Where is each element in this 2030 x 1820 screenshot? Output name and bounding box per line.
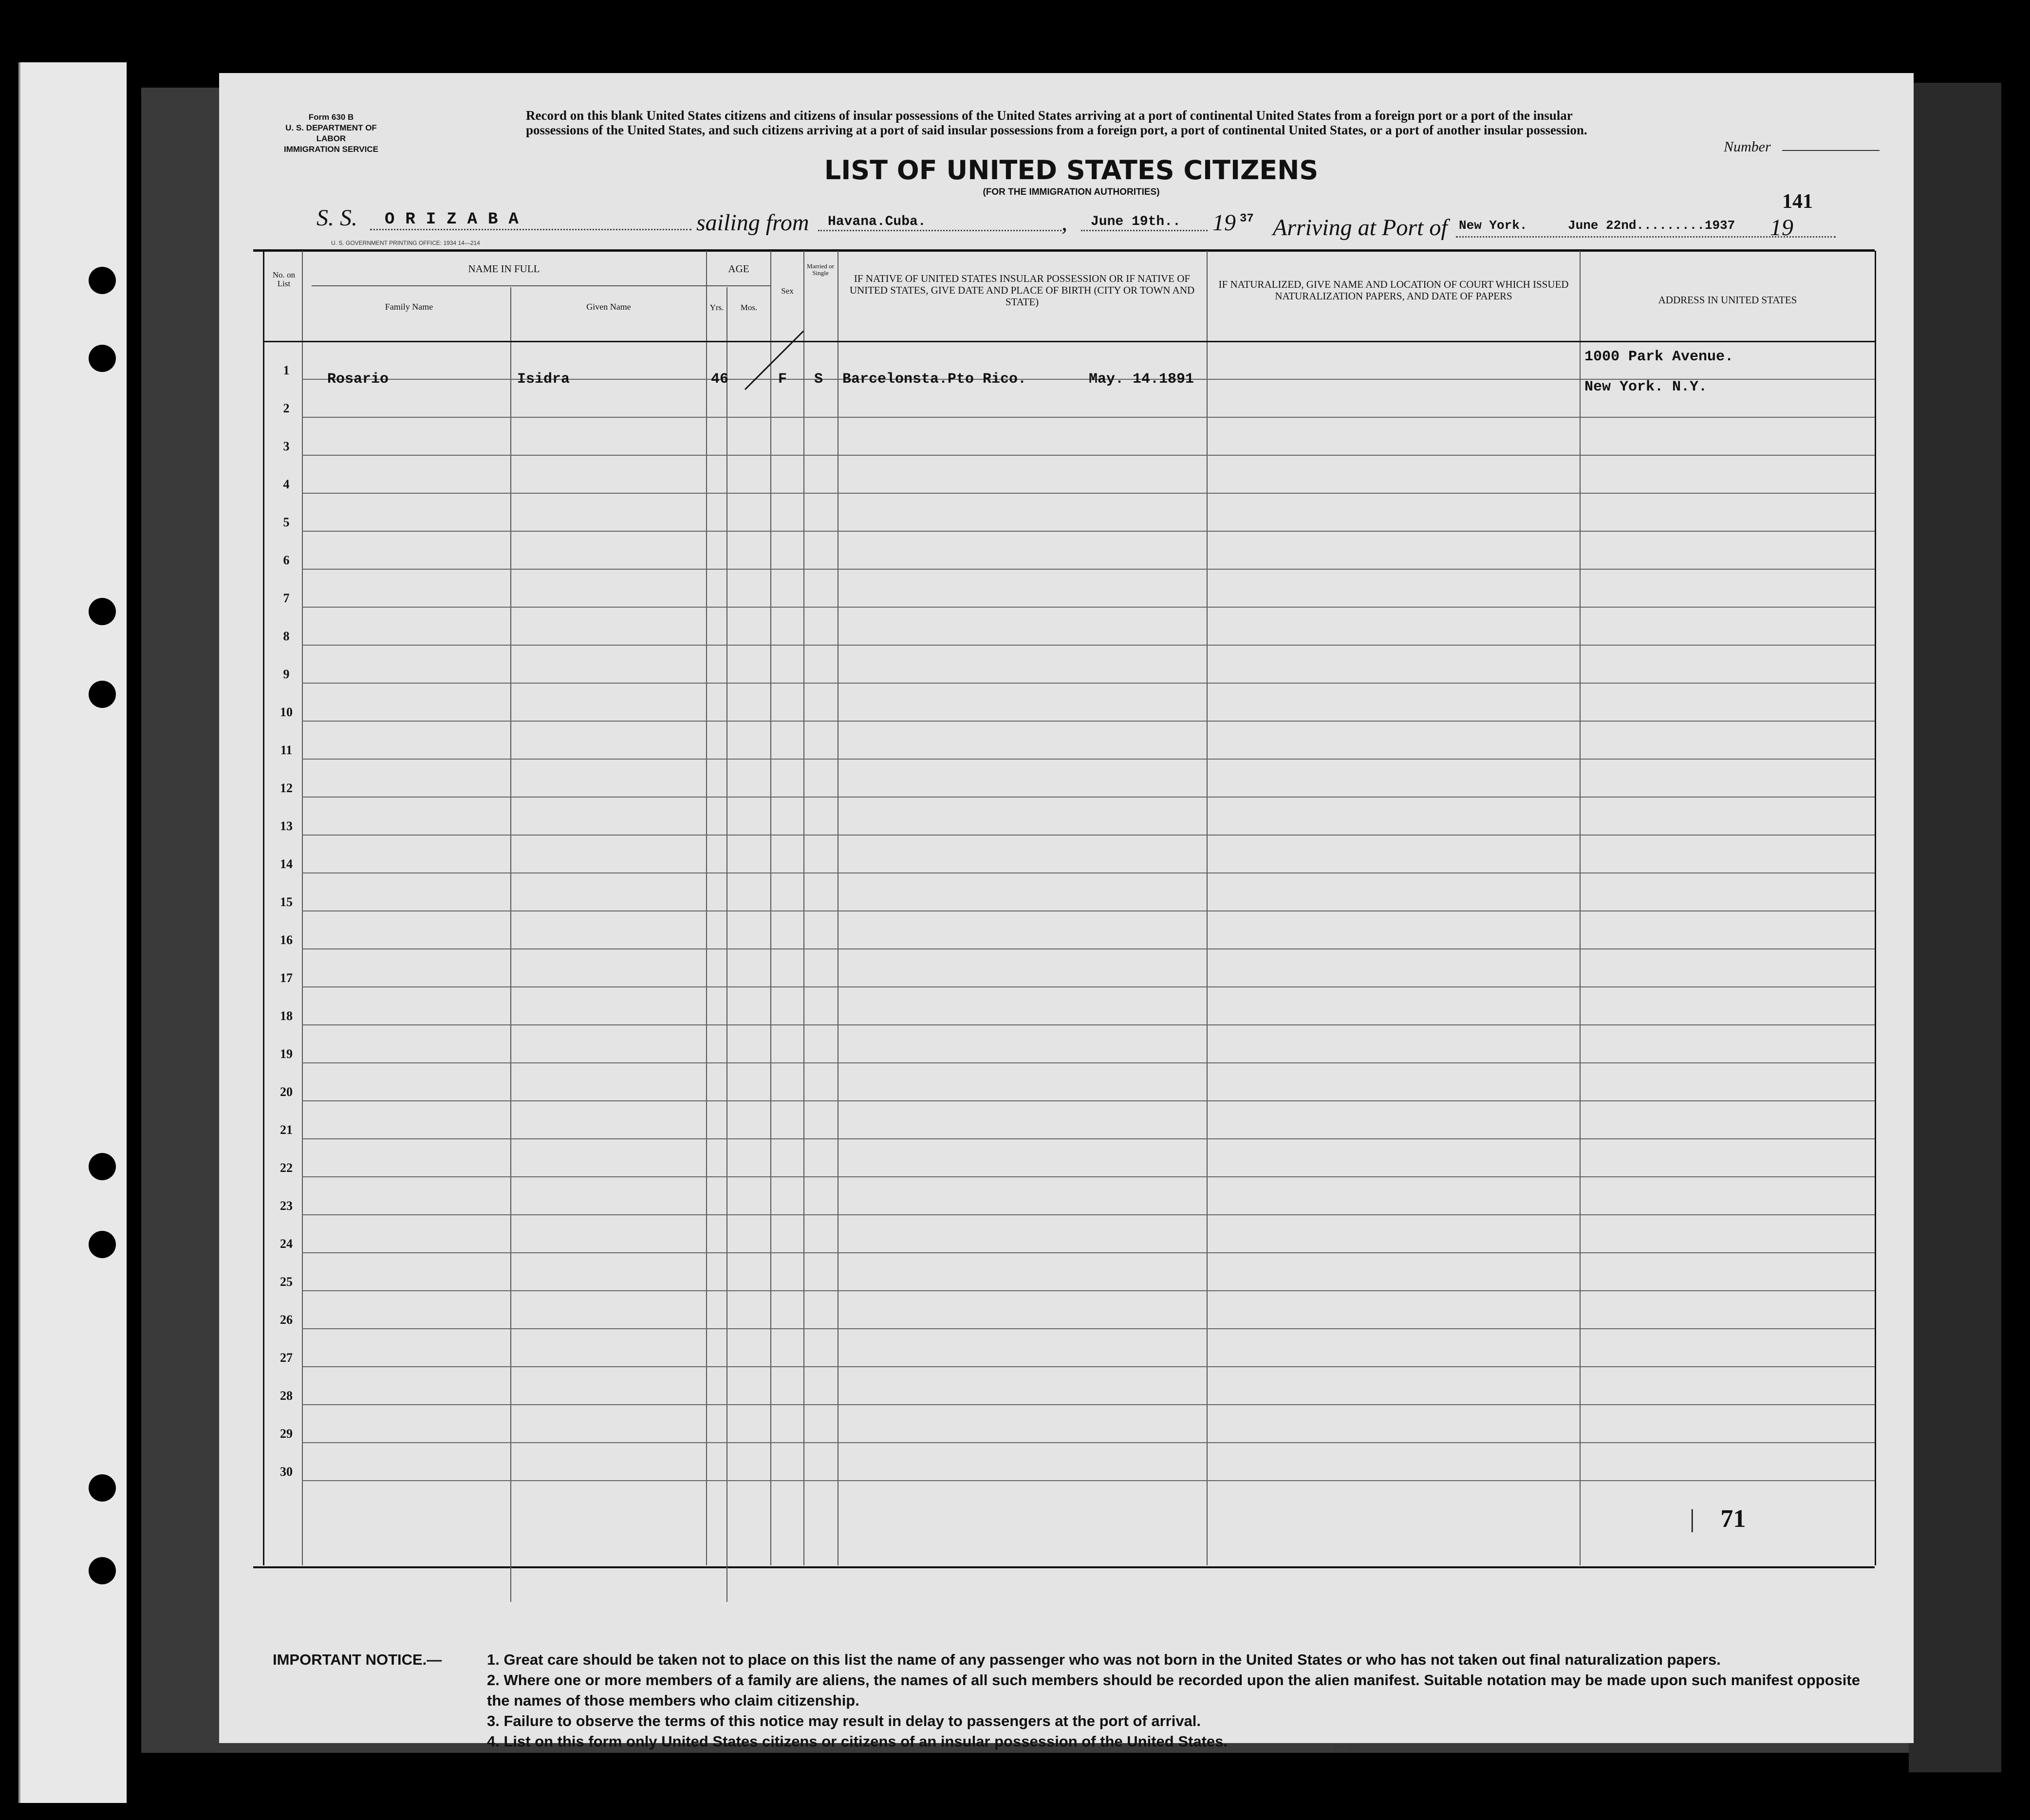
col-header-given: Given Name (586, 302, 631, 312)
row-number: 2 (283, 401, 290, 415)
row-rule (302, 910, 1875, 911)
row-rule (302, 1138, 1875, 1139)
separator: , (1062, 210, 1067, 236)
row-rule (302, 1328, 1875, 1329)
age-months-strike (740, 326, 808, 394)
col-header-address: ADDRESS IN UNITED STATES (1658, 294, 1797, 306)
form-label (278, 112, 385, 155)
department-name: U. S. DEPARTMENT OF LABOR (285, 123, 377, 143)
row-rule (302, 948, 1875, 949)
row-number: 8 (283, 629, 290, 643)
number-field-line (1782, 150, 1880, 151)
binder-strip (19, 62, 127, 1803)
row-number: 23 (280, 1199, 293, 1213)
printer-imprint: U. S. GOVERNMENT PRINTING OFFICE: 1934 14—214 (331, 240, 480, 246)
family-name-cell: Rosario (327, 371, 389, 388)
ship-name: ORIZABA (385, 210, 529, 229)
punch-hole (89, 681, 116, 708)
row-number: 17 (280, 971, 293, 985)
row-rule (302, 759, 1875, 760)
row-number: 14 (280, 857, 293, 871)
row-number: 12 (280, 781, 293, 795)
row-rule (302, 645, 1875, 646)
row-number: 26 (280, 1313, 293, 1327)
manifest-table (253, 249, 1875, 1568)
row-number: 20 (280, 1085, 293, 1099)
punch-hole (89, 1474, 116, 1502)
col-header-number: No. on List (272, 270, 296, 288)
row-number: 3 (283, 439, 290, 453)
address-line1-cell: 1000 Park Avenue. (1584, 349, 1734, 365)
row-rule (302, 531, 1875, 532)
ship-name-line (370, 229, 691, 230)
row-number: 4 (283, 477, 290, 491)
punch-hole (89, 267, 116, 294)
backing-sheet-edge (1909, 83, 2001, 1772)
bottom-tally-number: 71 (1720, 1505, 1746, 1533)
departure-port: Havana.Cuba. (828, 214, 926, 229)
sailing-year-suffix: 37 (1240, 212, 1254, 225)
notice-lead: IMPORTANT NOTICE.— (273, 1651, 442, 1668)
page-subtitle: (FOR THE IMMIGRATION AUTHORITIES) (983, 187, 1160, 197)
punch-hole (89, 1231, 116, 1258)
bottom-tally-mark: | 71 (1690, 1505, 1746, 1533)
row-rule (302, 1214, 1875, 1215)
marital-cell: S (814, 371, 823, 388)
col-header-naturalized: IF NATURALIZED, GIVE NAME AND LOCATION OF COURT WHICH ISSUED NATURALIZATION PAPERS, AND DATE OF PAPERS (1218, 279, 1569, 302)
row-rule (302, 1366, 1875, 1367)
row-rule (302, 493, 1875, 494)
notice-item-4: 4. List on this form only United States citizens or citizens of an insular possession of the United States. (487, 1733, 1228, 1750)
form-number: Form 630 B (308, 112, 354, 122)
sailing-from-label: sailing from (696, 210, 809, 236)
table-rule (1875, 251, 1876, 1565)
row-number: 1 (283, 363, 290, 377)
notice-item-2: 2. Where one or more members of a family are aliens, the names of all such members should be recorded upon the alien manifest. Suitable notation may be made upon such manifest opposite the names of those members who claim citizenship. (487, 1671, 1860, 1709)
row-number: 6 (283, 553, 290, 567)
row-number: 28 (280, 1389, 293, 1403)
row-rule (302, 1442, 1875, 1443)
ss-label: S. S. (317, 205, 357, 231)
age-header-rule (707, 285, 770, 286)
row-rule (302, 683, 1875, 684)
sailing-date-line (1081, 230, 1208, 231)
col-header-age: AGE (728, 263, 749, 275)
departure-port-line (818, 230, 1062, 231)
number-label: Number (1724, 139, 1771, 155)
arrival-year-prefix: 19 (1770, 215, 1793, 241)
sex-cell: F (778, 371, 787, 388)
row-number: 19 (280, 1047, 293, 1061)
punch-hole (89, 345, 116, 372)
table-rule (302, 251, 303, 1565)
row-number: 22 (280, 1161, 293, 1175)
address-line2-cell: New York. N.Y. (1584, 379, 1708, 395)
row-rule (302, 1176, 1875, 1177)
row-rule (302, 797, 1875, 798)
col-header-family: Family Name (385, 302, 433, 312)
row-rule (302, 721, 1875, 722)
row-number: 9 (283, 667, 290, 681)
arrival-date: June 22nd.........1937 (1568, 218, 1735, 233)
row-number: 5 (283, 515, 290, 529)
row-number: 15 (280, 895, 293, 909)
birth-place-cell: Barcelonsta.Pto Rico. (842, 371, 1027, 388)
col-header-yrs: Yrs. (709, 303, 724, 312)
name-header-rule (312, 285, 706, 286)
row-rule (302, 1404, 1875, 1405)
given-name-cell: Isidra (517, 371, 570, 388)
row-rule (302, 569, 1875, 570)
row-number: 24 (280, 1237, 293, 1251)
table-rule (770, 251, 771, 1565)
row-number: 11 (280, 743, 293, 757)
row-number: 27 (280, 1351, 293, 1365)
table-rule (1580, 251, 1581, 1565)
punch-hole (89, 1153, 116, 1180)
table-rule (706, 251, 707, 1565)
table-rule (263, 251, 264, 1565)
row-number: 29 (280, 1427, 293, 1441)
birth-date-cell: May. 14.1891 (1089, 371, 1194, 388)
sailing-year-prefix: 19 (1212, 210, 1236, 236)
age-years-cell: 46 (711, 371, 729, 388)
row-rule (302, 1024, 1875, 1025)
row-rule (302, 1480, 1875, 1481)
important-notice (273, 1650, 1880, 1752)
row-rule (302, 1062, 1875, 1063)
notice-item-3: 3. Failure to observe the terms of this notice may result in delay to passengers at the port of arrival. (487, 1712, 1201, 1729)
row-number: 30 (280, 1465, 293, 1479)
row-rule (302, 1290, 1875, 1291)
sailing-date: June 19th.. (1091, 214, 1181, 229)
punch-hole (89, 1557, 116, 1584)
notice-item-1: 1. Great care should be taken not to place on this list the name of any passenger who was not born in the United States or who has not taken out final naturalization papers. (487, 1651, 1721, 1668)
row-rule (302, 1252, 1875, 1253)
row-number: 7 (283, 591, 290, 605)
row-number: 25 (280, 1275, 293, 1289)
arriving-label: Arriving at Port of (1273, 215, 1448, 241)
row-rule (302, 986, 1875, 987)
row-number: 18 (280, 1009, 293, 1023)
row-rule (302, 607, 1875, 608)
punch-hole (89, 598, 116, 625)
table-rule (1207, 251, 1208, 1565)
row-number: 13 (280, 819, 293, 833)
form-code: 14—214 (1334, 1742, 1360, 1750)
page-title: LIST OF UNITED STATES CITIZENS (824, 155, 1319, 186)
col-header-name: NAME IN FULL (468, 263, 540, 275)
row-number: 16 (280, 933, 293, 947)
arrival-port: New York. (1459, 218, 1527, 233)
row-rule (302, 1100, 1875, 1101)
page-number: 141 (1782, 190, 1813, 213)
row-rule (302, 835, 1875, 836)
row-rule (302, 455, 1875, 456)
col-header-birth: IF NATIVE OF UNITED STATES INSULAR POSSESSION OR IF NATIVE OF UNITED STATES, GIVE DATE AND PLACE OF BIRTH (CITY OR TOWN AND STATE) (849, 273, 1195, 308)
record-instructions: Record on this blank United States citizens and citizens of insular possessions of the United States arriving at a port of continental United States from a foreign port or a port of the insular possessions of the United States, and such citizens arriving at a port of said insular possessions from a foreign port, a port of continental United States, or a port of another insular possession. (526, 108, 1587, 137)
service-name: IMMIGRATION SERVICE (284, 145, 378, 154)
row-rule (302, 417, 1875, 418)
header-bottom-rule (263, 341, 1875, 342)
table-rule (803, 251, 804, 1565)
row-number: 10 (280, 705, 293, 719)
col-header-mos: Mos. (740, 303, 758, 312)
row-number: 21 (280, 1123, 293, 1137)
col-header-marital: Married or Single (807, 262, 834, 277)
col-header-sex: Sex (781, 286, 794, 296)
